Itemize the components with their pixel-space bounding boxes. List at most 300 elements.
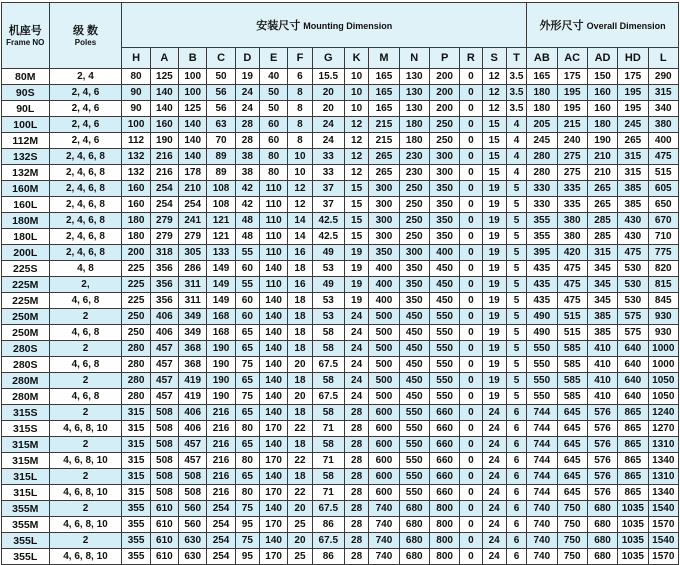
value-cell: 75 [235, 501, 259, 517]
value-cell: 4 [506, 117, 526, 133]
value-cell: 70 [207, 133, 235, 149]
value-cell: 24 [482, 485, 506, 501]
value-cell: 419 [179, 389, 207, 405]
value-cell: 280 [122, 357, 150, 373]
poles-cell: 2, 4, 6, 8 [49, 181, 122, 197]
value-cell: 8 [288, 133, 312, 149]
value-cell: 1035 [618, 501, 648, 517]
value-cell: 0 [460, 245, 482, 261]
value-cell: 315 [122, 485, 150, 501]
value-cell: 350 [429, 181, 459, 197]
table-header [2, 3, 679, 69]
value-cell: 605 [648, 181, 678, 197]
table-row [2, 373, 679, 389]
value-cell: 6 [506, 485, 526, 501]
frame-cell: 132M [2, 165, 50, 181]
value-cell: 240 [557, 133, 587, 149]
value-cell: 5 [506, 325, 526, 341]
value-cell: 140 [259, 405, 287, 421]
value-cell: 0 [460, 261, 482, 277]
frame-header-en: Frame NO [6, 37, 45, 47]
poles-cell: 2, 4, 6 [49, 133, 122, 149]
table-row [2, 421, 679, 437]
value-cell: 165 [369, 69, 399, 85]
value-cell: 200 [429, 69, 459, 85]
value-cell: 1270 [648, 421, 678, 437]
column-header-t: T [506, 48, 526, 69]
poles-cell: 4, 6, 8, 10 [49, 485, 122, 501]
value-cell: 300 [369, 213, 399, 229]
value-cell: 24 [344, 373, 368, 389]
table-row [2, 133, 679, 149]
column-header-ab: AB [527, 48, 557, 69]
value-cell: 110 [259, 245, 287, 261]
value-cell: 368 [179, 357, 207, 373]
frame-cell: 180M [2, 213, 50, 229]
poles-cell: 2, 4, 6 [49, 117, 122, 133]
value-cell: 356 [150, 277, 178, 293]
value-cell: 457 [179, 453, 207, 469]
value-cell: 550 [399, 421, 429, 437]
value-cell: 53 [312, 309, 344, 325]
poles-cell: 4, 6, 8 [49, 389, 122, 405]
value-cell: 430 [618, 213, 648, 229]
value-cell: 58 [312, 405, 344, 421]
poles-cell: 2, 4, 6, 8 [49, 245, 122, 261]
value-cell: 744 [527, 405, 557, 421]
value-cell: 15 [344, 213, 368, 229]
value-cell: 150 [587, 69, 617, 85]
value-cell: 550 [527, 389, 557, 405]
value-cell: 108 [207, 181, 235, 197]
column-header-f: F [288, 48, 312, 69]
value-cell: 58 [312, 373, 344, 389]
value-cell: 355 [122, 517, 150, 533]
value-cell: 930 [648, 309, 678, 325]
value-cell: 630 [179, 549, 207, 565]
value-cell: 67.5 [312, 501, 344, 517]
value-cell: 345 [587, 261, 617, 277]
value-cell: 37 [312, 197, 344, 213]
poles-header-cn: 级 数 [72, 24, 98, 37]
mounting-header-en: Mounting Dimension [303, 21, 393, 31]
value-cell: 180 [527, 101, 557, 117]
value-cell: 311 [179, 277, 207, 293]
poles-cell: 2, [49, 277, 122, 293]
column-header-r: R [460, 48, 482, 69]
poles-cell: 2, 4, 6, 8 [49, 165, 122, 181]
value-cell: 800 [429, 549, 459, 565]
value-cell: 6 [288, 69, 312, 85]
value-cell: 5 [506, 261, 526, 277]
frame-cell: 280S [2, 341, 50, 357]
value-cell: 500 [369, 341, 399, 357]
frame-cell: 200L [2, 245, 50, 261]
value-cell: 250 [429, 117, 459, 133]
value-cell: 24 [482, 405, 506, 421]
value-cell: 345 [587, 277, 617, 293]
value-cell: 508 [150, 485, 178, 501]
value-cell: 4 [506, 149, 526, 165]
value-cell: 800 [429, 501, 459, 517]
value-cell: 24 [344, 325, 368, 341]
value-cell: 710 [648, 229, 678, 245]
value-cell: 19 [344, 293, 368, 309]
value-cell: 22 [288, 421, 312, 437]
value-cell: 680 [399, 549, 429, 565]
value-cell: 1570 [648, 517, 678, 533]
value-cell: 18 [288, 469, 312, 485]
value-cell: 5 [506, 309, 526, 325]
overall-header-en: Overall Dimension [586, 21, 666, 31]
value-cell: 355 [122, 501, 150, 517]
value-cell: 490 [527, 309, 557, 325]
value-cell: 645 [557, 485, 587, 501]
value-cell: 0 [460, 181, 482, 197]
value-cell: 0 [460, 69, 482, 85]
value-cell: 14 [288, 213, 312, 229]
poles-cell: 4, 6, 8 [49, 357, 122, 373]
value-cell: 355 [122, 549, 150, 565]
poles-cell: 4, 6, 8, 10 [49, 453, 122, 469]
value-cell: 740 [369, 549, 399, 565]
value-cell: 335 [557, 181, 587, 197]
value-cell: 600 [369, 485, 399, 501]
value-cell: 250 [399, 229, 429, 245]
value-cell: 290 [648, 69, 678, 85]
value-cell: 265 [369, 149, 399, 165]
value-cell: 6 [506, 405, 526, 421]
value-cell: 24 [312, 133, 344, 149]
value-cell: 800 [429, 533, 459, 549]
value-cell: 254 [207, 533, 235, 549]
table-row [2, 197, 679, 213]
value-cell: 450 [429, 277, 459, 293]
value-cell: 140 [259, 437, 287, 453]
value-cell: 20 [288, 533, 312, 549]
value-cell: 140 [259, 341, 287, 357]
frame-header [2, 3, 50, 69]
value-cell: 610 [150, 549, 178, 565]
value-cell: 190 [150, 133, 178, 149]
column-header-e: E [259, 48, 287, 69]
value-cell: 33 [312, 165, 344, 181]
value-cell: 508 [150, 469, 178, 485]
value-cell: 58 [312, 469, 344, 485]
value-cell: 475 [648, 149, 678, 165]
value-cell: 6 [506, 533, 526, 549]
value-cell: 15 [482, 165, 506, 181]
value-cell: 168 [207, 325, 235, 341]
table-row [2, 485, 679, 501]
value-cell: 419 [179, 373, 207, 389]
value-cell: 254 [179, 197, 207, 213]
value-cell: 508 [150, 405, 178, 421]
value-cell: 175 [557, 69, 587, 85]
value-cell: 355 [527, 229, 557, 245]
value-cell: 58 [312, 325, 344, 341]
value-cell: 55 [235, 277, 259, 293]
value-cell: 24 [482, 437, 506, 453]
value-cell: 6 [506, 453, 526, 469]
value-cell: 315 [122, 469, 150, 485]
value-cell: 380 [648, 117, 678, 133]
value-cell: 254 [207, 501, 235, 517]
value-cell: 0 [460, 341, 482, 357]
value-cell: 740 [527, 549, 557, 565]
value-cell: 400 [648, 133, 678, 149]
value-cell: 67.5 [312, 357, 344, 373]
value-cell: 90 [122, 85, 150, 101]
value-cell: 530 [618, 293, 648, 309]
value-cell: 180 [399, 117, 429, 133]
value-cell: 4 [506, 165, 526, 181]
value-cell: 165 [527, 69, 557, 85]
value-cell: 125 [179, 101, 207, 117]
column-header-c: C [207, 48, 235, 69]
value-cell: 60 [235, 309, 259, 325]
value-cell: 110 [259, 213, 287, 229]
value-cell: 300 [399, 245, 429, 261]
value-cell: 550 [399, 405, 429, 421]
value-cell: 18 [288, 309, 312, 325]
value-cell: 18 [288, 405, 312, 421]
value-cell: 335 [557, 197, 587, 213]
value-cell: 190 [207, 389, 235, 405]
value-cell: 560 [179, 517, 207, 533]
column-header-a: A [150, 48, 178, 69]
value-cell: 190 [207, 357, 235, 373]
value-cell: 140 [150, 101, 178, 117]
value-cell: 140 [179, 117, 207, 133]
value-cell: 457 [179, 437, 207, 453]
value-cell: 420 [557, 245, 587, 261]
value-cell: 385 [587, 325, 617, 341]
value-cell: 640 [618, 373, 648, 389]
value-cell: 368 [179, 341, 207, 357]
value-cell: 585 [557, 373, 587, 389]
value-cell: 660 [429, 405, 459, 421]
value-cell: 740 [369, 517, 399, 533]
value-cell: 254 [150, 197, 178, 213]
value-cell: 845 [648, 293, 678, 309]
value-cell: 190 [207, 341, 235, 357]
value-cell: 33 [312, 149, 344, 165]
value-cell: 216 [150, 149, 178, 165]
value-cell: 80 [259, 149, 287, 165]
value-cell: 48 [235, 213, 259, 229]
frame-cell: 315M [2, 453, 50, 469]
frame-cell: 132S [2, 149, 50, 165]
table-row [2, 261, 679, 277]
value-cell: 645 [557, 437, 587, 453]
poles-header-en: Poles [74, 37, 97, 47]
value-cell: 508 [179, 485, 207, 501]
value-cell: 5 [506, 245, 526, 261]
value-cell: 645 [557, 453, 587, 469]
value-cell: 300 [369, 197, 399, 213]
table-row [2, 533, 679, 549]
value-cell: 380 [557, 229, 587, 245]
value-cell: 100 [122, 117, 150, 133]
value-cell: 5 [506, 341, 526, 357]
frame-cell: 225M [2, 293, 50, 309]
value-cell: 550 [429, 325, 459, 341]
value-cell: 140 [259, 261, 287, 277]
value-cell: 50 [259, 101, 287, 117]
value-cell: 356 [150, 261, 178, 277]
value-cell: 0 [460, 325, 482, 341]
value-cell: 6 [506, 517, 526, 533]
value-cell: 180 [527, 85, 557, 101]
value-cell: 490 [527, 325, 557, 341]
value-cell: 740 [527, 501, 557, 517]
value-cell: 19 [482, 325, 506, 341]
frame-cell: 315M [2, 437, 50, 453]
value-cell: 210 [179, 181, 207, 197]
value-cell: 600 [369, 469, 399, 485]
value-cell: 0 [460, 117, 482, 133]
value-cell: 86 [312, 517, 344, 533]
value-cell: 576 [587, 469, 617, 485]
value-cell: 406 [150, 309, 178, 325]
value-cell: 19 [482, 197, 506, 213]
value-cell: 475 [557, 261, 587, 277]
value-cell: 5 [506, 213, 526, 229]
value-cell: 28 [344, 549, 368, 565]
value-cell: 385 [618, 181, 648, 197]
value-cell: 640 [618, 341, 648, 357]
value-cell: 279 [150, 213, 178, 229]
value-cell: 140 [259, 293, 287, 309]
column-header-b: B [179, 48, 207, 69]
value-cell: 55 [235, 245, 259, 261]
value-cell: 15 [344, 181, 368, 197]
value-cell: 550 [429, 357, 459, 373]
value-cell: 865 [618, 421, 648, 437]
value-cell: 195 [557, 85, 587, 101]
value-cell: 1000 [648, 341, 678, 357]
overall-header-cn: 外形尺寸 [539, 20, 584, 32]
value-cell: 680 [587, 517, 617, 533]
value-cell: 121 [207, 213, 235, 229]
spec-sheet [1, 2, 679, 563]
value-cell: 5 [506, 389, 526, 405]
value-cell: 42 [235, 197, 259, 213]
value-cell: 315 [618, 149, 648, 165]
frame-cell: 180L [2, 229, 50, 245]
value-cell: 610 [150, 533, 178, 549]
value-cell: 530 [618, 261, 648, 277]
value-cell: 65 [235, 405, 259, 421]
value-cell: 410 [587, 373, 617, 389]
table-row [2, 405, 679, 421]
value-cell: 430 [618, 229, 648, 245]
value-cell: 95 [235, 549, 259, 565]
poles-cell: 2 [49, 405, 122, 421]
value-cell: 660 [429, 453, 459, 469]
value-cell: 58 [312, 341, 344, 357]
value-cell: 508 [150, 421, 178, 437]
value-cell: 80 [235, 421, 259, 437]
value-cell: 200 [122, 245, 150, 261]
value-cell: 20 [288, 389, 312, 405]
value-cell: 400 [369, 293, 399, 309]
table-row [2, 213, 679, 229]
value-cell: 12 [344, 117, 368, 133]
value-cell: 15 [344, 229, 368, 245]
value-cell: 8 [288, 101, 312, 117]
poles-cell: 2 [49, 341, 122, 357]
frame-cell: 112M [2, 133, 50, 149]
value-cell: 12 [482, 85, 506, 101]
poles-cell: 2 [49, 437, 122, 453]
value-cell: 140 [259, 309, 287, 325]
frame-cell: 225M [2, 277, 50, 293]
value-cell: 0 [460, 213, 482, 229]
value-cell: 350 [399, 293, 429, 309]
frame-cell: 315S [2, 421, 50, 437]
value-cell: 640 [618, 389, 648, 405]
value-cell: 744 [527, 437, 557, 453]
value-cell: 67.5 [312, 533, 344, 549]
value-cell: 18 [288, 325, 312, 341]
poles-cell: 2, 4, 6, 8 [49, 197, 122, 213]
dimension-table [1, 2, 679, 565]
value-cell: 450 [399, 389, 429, 405]
value-cell: 6 [506, 469, 526, 485]
value-cell: 280 [122, 341, 150, 357]
value-cell: 585 [557, 389, 587, 405]
value-cell: 170 [259, 485, 287, 501]
value-cell: 600 [369, 437, 399, 453]
column-header-l: L [648, 48, 678, 69]
mounting-header-cn: 安装尺寸 [256, 20, 301, 32]
value-cell: 110 [259, 229, 287, 245]
value-cell: 279 [150, 229, 178, 245]
value-cell: 28 [344, 437, 368, 453]
value-cell: 311 [179, 293, 207, 309]
value-cell: 28 [344, 517, 368, 533]
value-cell: 25 [288, 517, 312, 533]
value-cell: 600 [369, 453, 399, 469]
value-cell: 75 [235, 357, 259, 373]
value-cell: 660 [429, 469, 459, 485]
value-cell: 740 [527, 517, 557, 533]
value-cell: 250 [122, 309, 150, 325]
value-cell: 19 [482, 245, 506, 261]
value-cell: 500 [369, 389, 399, 405]
table-row [2, 549, 679, 565]
overall-dimension-header [527, 3, 679, 48]
value-cell: 28 [235, 133, 259, 149]
value-cell: 175 [618, 69, 648, 85]
value-cell: 20 [288, 357, 312, 373]
value-cell: 24 [312, 117, 344, 133]
frame-cell: 315L [2, 485, 50, 501]
frame-cell: 315S [2, 405, 50, 421]
value-cell: 24 [482, 533, 506, 549]
value-cell: 28 [344, 453, 368, 469]
value-cell: 0 [460, 85, 482, 101]
table-row [2, 517, 679, 533]
value-cell: 24 [344, 341, 368, 357]
value-cell: 300 [429, 149, 459, 165]
value-cell: 410 [587, 357, 617, 373]
value-cell: 8 [288, 117, 312, 133]
table-row [2, 469, 679, 485]
value-cell: 5 [506, 277, 526, 293]
